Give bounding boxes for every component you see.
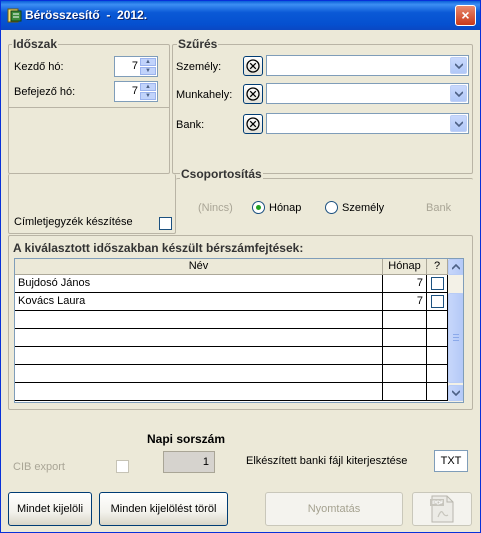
denomination-label: Címletjegyzék készítése (14, 216, 133, 228)
payroll-table[interactable] (14, 258, 464, 403)
spinner-up-icon[interactable]: ▲ (140, 58, 156, 66)
table-row[interactable] (15, 383, 448, 401)
chevron-down-icon[interactable] (450, 57, 467, 74)
scroll-thumb[interactable] (448, 293, 464, 383)
cell-check (427, 365, 448, 383)
table-scrollbar[interactable] (448, 259, 464, 402)
cell-name (15, 329, 383, 347)
cell-name: Bujdosó János (15, 275, 383, 293)
group-month-label: Hónap (269, 202, 302, 214)
end-month-spinner[interactable] (114, 81, 158, 102)
spinner-up-icon[interactable]: ▲ (140, 83, 156, 91)
select-all-button[interactable]: Mindet kijelöli (8, 492, 92, 526)
table-row[interactable] (15, 275, 448, 293)
group-none-option[interactable]: (Nincs) (198, 202, 233, 214)
clear-person-button[interactable] (243, 56, 263, 76)
row-select-checkbox[interactable] (431, 295, 444, 308)
end-month-label: Befejező hó: (14, 86, 76, 98)
denomination-checkbox[interactable] (159, 217, 172, 230)
chevron-up-icon (452, 264, 460, 270)
row-select-checkbox[interactable] (431, 277, 444, 290)
start-month-label: Kezdő hó: (14, 61, 64, 73)
cell-month (383, 329, 427, 347)
radio-selected-dot (256, 205, 261, 210)
workplace-combo[interactable] (266, 83, 469, 104)
title-bar[interactable] (1, 1, 480, 30)
cib-export-checkbox[interactable] (116, 460, 129, 473)
cell-month: 7 (383, 275, 427, 293)
spinner-down-icon[interactable]: ▼ (140, 92, 156, 100)
period-divider (9, 107, 169, 108)
clear-bank-button[interactable] (243, 114, 263, 134)
pdf-button[interactable] (412, 492, 472, 526)
group-month-radio[interactable] (252, 201, 265, 214)
cell-month (383, 311, 427, 329)
cib-export-label: CIB export (13, 461, 65, 473)
cell-check (427, 347, 448, 365)
cell-name (15, 311, 383, 329)
cell-check (427, 329, 448, 347)
table-row[interactable] (15, 293, 448, 311)
person-label: Személy: (176, 61, 222, 73)
period-group-label: Időszak (13, 37, 58, 51)
table-row[interactable] (15, 347, 448, 365)
group-person-radio[interactable] (325, 201, 338, 214)
window-title: Bérösszesítő - 2012. (25, 8, 148, 22)
workplace-label: Munkahely: (176, 89, 233, 101)
print-button[interactable]: Nyomtatás (265, 492, 403, 526)
clear-workplace-button[interactable] (243, 84, 263, 104)
cell-check (427, 383, 448, 401)
app-document-icon (7, 8, 22, 23)
close-icon: × (461, 7, 470, 23)
table-row[interactable] (15, 311, 448, 329)
table-row[interactable] (15, 365, 448, 383)
grip-icon (453, 334, 459, 341)
close-button[interactable] (455, 5, 476, 26)
group-bank-option[interactable]: Bank (426, 202, 452, 214)
chevron-down-icon[interactable] (450, 85, 467, 102)
spinner-down-icon[interactable]: ▼ (140, 67, 156, 75)
cell-month: 7 (383, 293, 427, 311)
cell-name: Kovács Laura (15, 293, 383, 311)
chevron-down-icon (452, 390, 460, 396)
column-header-name[interactable]: Név (15, 259, 383, 275)
column-header-month[interactable]: Hónap (383, 259, 427, 275)
cell-month (383, 347, 427, 365)
scroll-down-button[interactable] (448, 385, 464, 401)
napi-sorszam-label: Napi sorszám (147, 432, 226, 446)
group-person-label: Személy (342, 202, 385, 214)
cell-name (15, 383, 383, 401)
start-month-value: 7 (131, 60, 138, 72)
cell-check (427, 311, 448, 329)
file-extension-label: Elkészített banki fájl kiterjesztése (246, 455, 408, 467)
pdf-document-icon (429, 495, 455, 523)
cell-name (15, 347, 383, 365)
cell-name (15, 365, 383, 383)
cell-month (383, 383, 427, 401)
cell-check (427, 293, 448, 311)
chevron-down-icon[interactable] (450, 115, 467, 132)
end-month-value: 7 (131, 85, 138, 97)
bank-combo[interactable] (266, 113, 469, 134)
column-header-check[interactable]: ? (427, 259, 448, 275)
person-combo[interactable] (266, 55, 469, 76)
cell-check (427, 275, 448, 293)
payroll-group-label: A kiválasztott időszakban készült bérszámfejtések: (13, 241, 304, 255)
file-extension-field[interactable]: TXT (434, 450, 468, 472)
clear-circle-x-icon (246, 87, 260, 101)
napi-sorszam-field[interactable]: 1 (163, 451, 215, 473)
cell-month (383, 365, 427, 383)
grouping-group-label: Csoportosítás (181, 167, 262, 181)
clear-circle-x-icon (246, 117, 260, 131)
scroll-up-button[interactable] (448, 259, 464, 275)
start-month-spinner[interactable] (114, 56, 158, 77)
clear-circle-x-icon (246, 59, 260, 73)
table-row[interactable] (15, 329, 448, 347)
bank-label: Bank: (176, 119, 205, 131)
dialog-body (4, 30, 477, 530)
filter-group-label: Szűrés (178, 37, 218, 51)
clear-selection-button[interactable]: Minden kijelölést töröl (99, 492, 228, 526)
